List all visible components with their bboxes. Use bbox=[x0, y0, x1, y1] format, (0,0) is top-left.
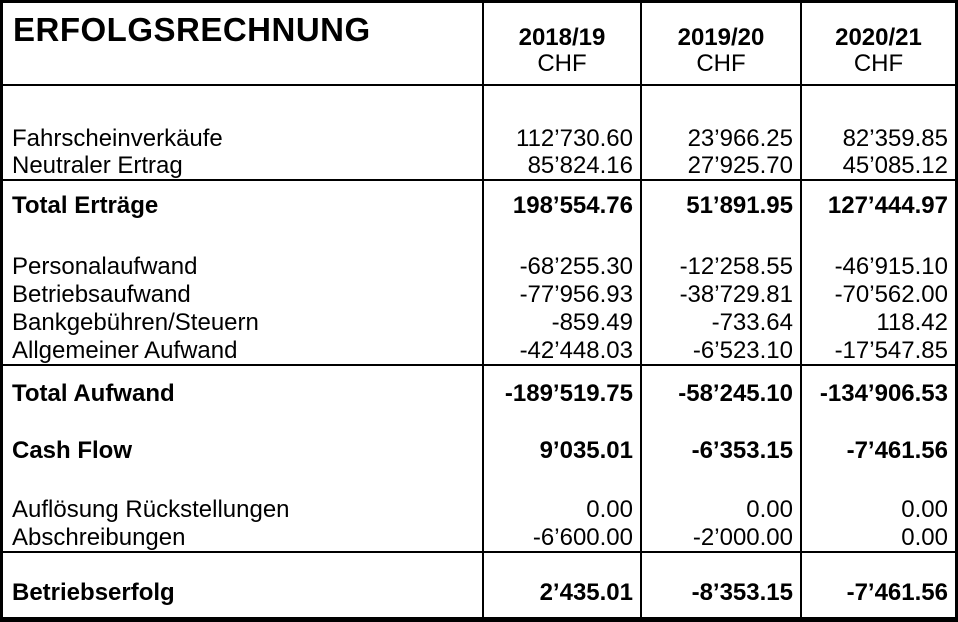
cell-value: -8’353.15 bbox=[640, 568, 800, 617]
row-label: Total Erträge bbox=[12, 191, 159, 219]
column-currency-label: CHF bbox=[537, 49, 587, 77]
row-label: Betriebsaufwand bbox=[12, 281, 191, 308]
row-label: Personalaufwand bbox=[12, 253, 198, 280]
row-label: Abschreibungen bbox=[12, 524, 186, 551]
table-row-aufloesung-rueckstellungen bbox=[3, 496, 955, 524]
cell-value: 85’824.16 bbox=[482, 153, 640, 179]
cell-value: 112’730.60 bbox=[482, 125, 640, 153]
spacer-row bbox=[3, 553, 955, 568]
table-row-total-aufwand bbox=[3, 366, 955, 422]
cell-value: 45’085.12 bbox=[800, 153, 955, 179]
column-header-2019-20 bbox=[640, 3, 800, 84]
cell-value: 0.00 bbox=[800, 524, 955, 551]
cell-value: -7’461.56 bbox=[800, 422, 955, 480]
cell-value: -733.64 bbox=[640, 309, 800, 337]
column-year-label: 2018/19 bbox=[518, 23, 606, 51]
cell-value: -42’448.03 bbox=[482, 337, 640, 364]
cell-value: -859.49 bbox=[482, 309, 640, 337]
cell-value: 127’444.97 bbox=[800, 181, 955, 230]
table-row-bankgebuehren-steuern bbox=[3, 309, 955, 337]
cell-value: 198’554.76 bbox=[482, 181, 640, 230]
row-label: Total Aufwand bbox=[12, 380, 175, 407]
table-row-neutraler-ertrag bbox=[3, 153, 955, 181]
row-label: Fahrscheinverkäufe bbox=[12, 125, 223, 152]
cell-value: 0.00 bbox=[800, 496, 955, 524]
cell-value: -189’519.75 bbox=[482, 366, 640, 422]
cell-value: -7’461.56 bbox=[800, 568, 955, 617]
row-label: Bankgebühren/Steuern bbox=[12, 309, 259, 336]
cell-value: -38’729.81 bbox=[640, 281, 800, 309]
cell-value: -77’956.93 bbox=[482, 281, 640, 309]
row-label: Neutraler Ertrag bbox=[12, 153, 183, 179]
cell-value: -6’600.00 bbox=[482, 524, 640, 551]
cell-value: 82’359.85 bbox=[800, 125, 955, 153]
row-label: Allgemeiner Aufwand bbox=[12, 337, 238, 364]
cell-value: -6’353.15 bbox=[640, 422, 800, 480]
row-label: Auflösung Rückstellungen bbox=[12, 496, 290, 523]
table-row-betriebsaufwand bbox=[3, 281, 955, 309]
cell-value: 118.42 bbox=[800, 309, 955, 337]
cell-value: -46’915.10 bbox=[800, 253, 955, 281]
table-row-total-ertraege bbox=[3, 181, 955, 230]
column-year-label: 2020/21 bbox=[835, 23, 922, 51]
cell-value: 23’966.25 bbox=[640, 125, 800, 153]
table-row-allgemeiner-aufwand bbox=[3, 337, 955, 366]
spacer-row bbox=[3, 230, 955, 253]
row-label: Betriebserfolg bbox=[12, 578, 175, 606]
table-row-fahrscheinverkaeufe bbox=[3, 125, 955, 153]
cell-value: 51’891.95 bbox=[640, 181, 800, 230]
table-row-betriebserfolg bbox=[3, 568, 955, 617]
cell-value: -17’547.85 bbox=[800, 337, 955, 364]
table-row-abschreibungen bbox=[3, 524, 955, 553]
cell-value: 2’435.01 bbox=[482, 568, 640, 617]
cell-value: 0.00 bbox=[482, 496, 640, 524]
cell-value: -2’000.00 bbox=[640, 524, 800, 551]
row-label: Cash Flow bbox=[12, 437, 133, 464]
column-year-label: 2019/20 bbox=[677, 23, 765, 51]
cell-value: -134’906.53 bbox=[800, 366, 955, 422]
cell-value: 9’035.01 bbox=[482, 422, 640, 480]
spacer-row bbox=[3, 86, 955, 125]
cell-value: -68’255.30 bbox=[482, 253, 640, 281]
column-currency-label: CHF bbox=[696, 49, 746, 77]
cell-value: -12’258.55 bbox=[640, 253, 800, 281]
cell-value: 27’925.70 bbox=[640, 153, 800, 179]
cell-value: 0.00 bbox=[640, 496, 800, 524]
table-header-row bbox=[3, 3, 955, 86]
cell-value: -6’523.10 bbox=[640, 337, 800, 364]
cell-value: -70’562.00 bbox=[800, 281, 955, 309]
table-row-personalaufwand bbox=[3, 253, 955, 281]
column-header-2020-21 bbox=[800, 3, 955, 84]
title-cell bbox=[3, 3, 482, 84]
spacer-row bbox=[3, 480, 955, 496]
cell-value: -58’245.10 bbox=[640, 366, 800, 422]
column-header-2018-19 bbox=[482, 3, 640, 84]
column-currency-label: CHF bbox=[853, 49, 904, 77]
table-row-cash-flow bbox=[3, 422, 955, 480]
page-title: ERFOLGSRECHNUNG bbox=[13, 11, 371, 48]
